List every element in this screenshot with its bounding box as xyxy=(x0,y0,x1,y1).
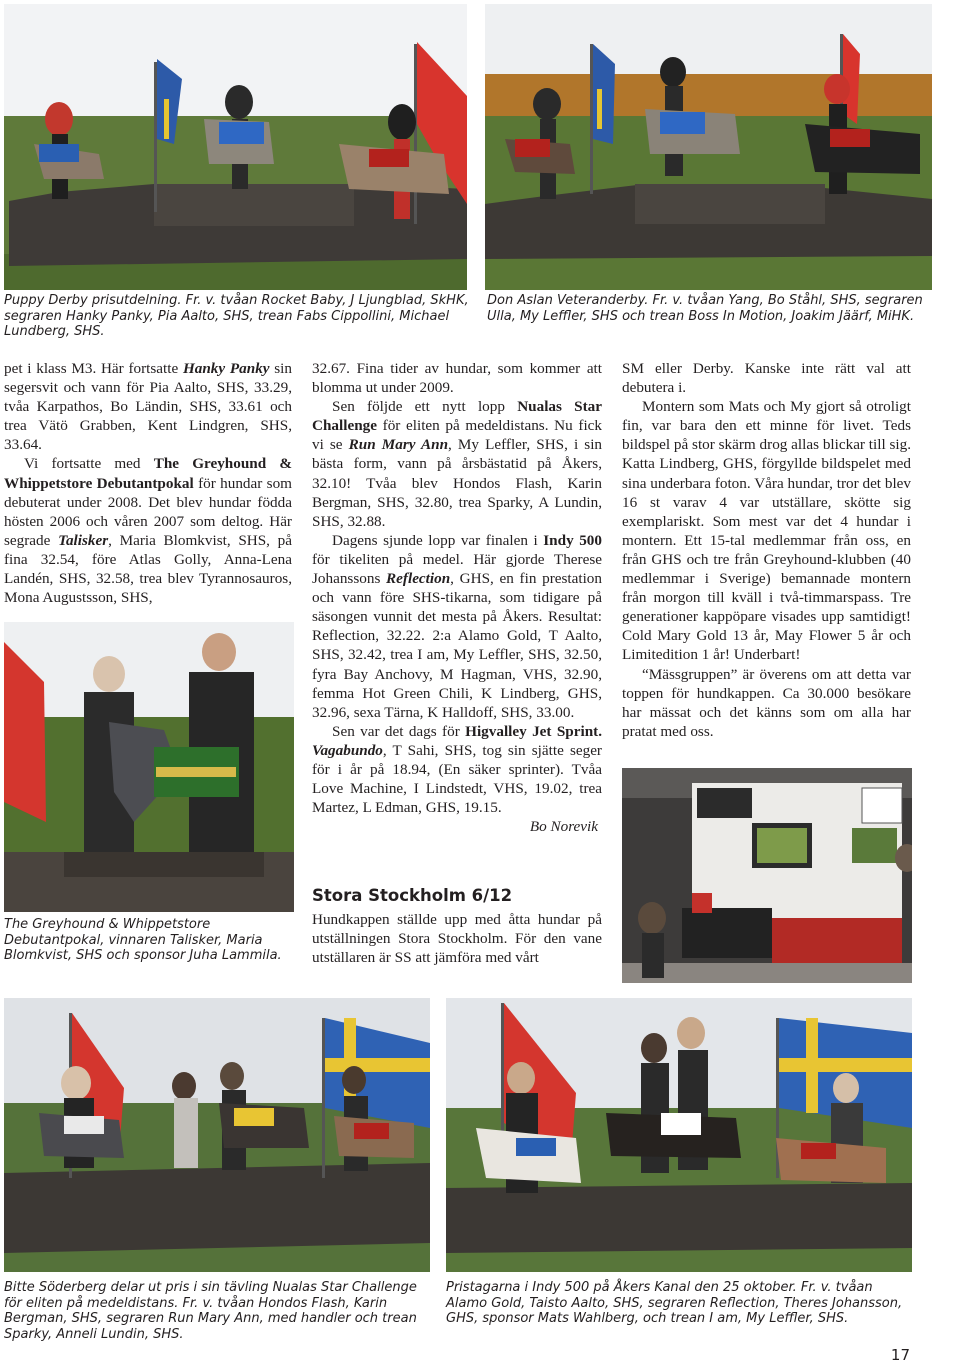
article-signature: Bo Norevik xyxy=(529,818,598,836)
indy-500-photo xyxy=(446,998,912,1272)
stora-stockholm-photo xyxy=(622,768,912,983)
nualas-star-photo xyxy=(4,998,430,1272)
col3-paragraph-2: Montern som Mats och My gjort så otroligt fin, var bara den ett minne för livet. Teds bildspel på stor skärm drog allas blickar till sig. Katta Lindberg, GHS, förgyllde bildspelet med sina underbara foton. Våra hundar, tror det blev 16 st varav 4 var utställare, skötte sig exemplariskt. Som mest var det 4 hundar i montern. Ett 15-tal medlemmar från oss, en från GHS och tre från Greyhound-klubben (40 medlemmar i Sverige) bemannade montern från morgon till kväll i två-timmarspass. Tre generationer kappöpare visades upp samtidigt! Cold Mary Gold 13 år, May Flower 5 år och Limitedition 1 år! Underbart! xyxy=(622,398,911,664)
col3-paragraph-1: SM eller Derby. Kanske inte rätt val att debutera i. xyxy=(622,360,911,397)
veteranderby-caption: Don Aslan Veteranderby. Fr. v. tvåan Yang, Bo Ståhl, SHS, segraren Ulla, My Leffler, SHS och trean Boss In Motion, Joakim Jäärf, MiHK. xyxy=(487,293,923,324)
col2-paragraph-3: Dagens sjunde lopp var finalen i Indy 500 för tikeliten på medel. Här gjorde Therese Johanssons Reflection, GHS, en fin prestation och vann före SHS-tikarna, som tidigare på säsongen vunnit det mesta på Åkers. Resultat: Reflection, 32.22. 2:a Alamo Gold, T Aalto, SHS, 32.42, trea I am, My Leffler, SHS, 32.50, fyra Bay Anchovy, M Hagman, VHS, 32.90, femma Hot Green Chili, K Lindberg, GHS, 32.96, sexa Tärna, K Halldoff, SHS, 33.00. xyxy=(312,531,602,721)
col3-paragraph-3: “Mässgruppen” är överens om att detta var toppen för hundkappen. Ca 30.000 besökare har mässat och det känns som om alla har pratat med oss. xyxy=(622,665,911,740)
nualas-star-caption: Bitte Söderberg delar ut pris i sin tävling Nualas Star Challenge för eliten på medeldistans. Fr. v. tvåan Hondos Flash, Karin Bergman, SHS, segraren Run Mary Ann, med handler och trean Sparky, Anneli Lundin, SHS. xyxy=(4,1280,417,1342)
col2-paragraph-4: Sen var det dags för Higvalley Jet Sprint. Vagabundo, T Sahi, SHS, tog sin sjätte seger för i år på 18.94, (En säker sprinter). Tvåa Love Machine, I Lindstedt, VHS, 19.02, trea Martez, L Edman, GHS, 19.15. xyxy=(312,722,602,817)
veteranderby-photo xyxy=(485,4,932,290)
col2-paragraph-2: Sen följde ett nytt lopp Nualas Star Challenge för eliten på medeldistans. Nu fick vi se Run Mary Ann, My Leffler, SHS, i sin bästa form, vann på årsbästatid på Åkers, 32.10! Tvåa blev Hondos Flash, Karin Bergman, SHS, 32.80, trea Sparky, A Lundin, SHS, 32.88. xyxy=(312,398,603,530)
debutantpokal-photo xyxy=(4,622,294,912)
page-number: 17 xyxy=(890,1346,910,1364)
col1-paragraph-2: Vi fortsatte med The Greyhound & Whippetstore Debutantpokal för hundar som debuterat under 2008. Det blev hundar födda hösten 2006 och våren 2007 som deltog. Här segrade Talisker, Maria Blomkvist, SHS, på fina 32.54, före Atlas Golly, Anna-Lena Landén, SHS, 32.58, trea blev Tyrannosauros, Mona Augustsson, SHS, xyxy=(4,455,293,607)
column-2 xyxy=(312,359,602,836)
indy-500-caption: Pristagarna i Indy 500 på Åkers Kanal den 25 oktober. Fr. v. tvåan Alamo Gold, Taisto Aalto, SHS, segraren Reflection, Theres Johansson, GHS, sponsor Mats Wahlberg, och trean I am, My Leffler, SHS. xyxy=(446,1280,903,1326)
section-heading-stora-stockholm: Stora Stockholm 6/12 xyxy=(312,886,513,905)
column-3 xyxy=(622,359,911,741)
column-2-section xyxy=(312,910,602,967)
col2-paragraph-1: 32.67. Fina tider av hundar, som kommer att blomma ut under 2009. xyxy=(312,360,602,397)
puppy-derby-caption: Puppy Derby prisutdelning. Fr. v. tvåan Rocket Baby, J Ljungblad, SkHK, segraren Hanky Panky, Pia Aalto, SHS, trean Fabs Cippollini, Michael Lundberg, SHS. xyxy=(4,293,469,339)
puppy-derby-photo xyxy=(4,4,467,290)
column-1 xyxy=(4,359,292,607)
col2-paragraph-5: Hundkappen ställde upp med åtta hundar på utställningen Stora Stockholm. För den vane utställaren är SS att jämföra med vårt xyxy=(312,911,602,967)
col1-paragraph-1: pet i klass M3. Här fortsatte Hanky Panky sin segersvit och vann för Pia Aalto, SHS, 33.29, tvåa Karpathos, Bo Ländin, SHS, 33.61 och trea Vätö Grabben, Kent Lindgren, SHS, 33.64. xyxy=(4,360,292,454)
debutantpokal-caption: The Greyhound & Whippetstore Debutantpokal, vinnaren Talisker, Maria Blomkvist, SHS och sponsor Juha Lammila. xyxy=(4,917,282,963)
